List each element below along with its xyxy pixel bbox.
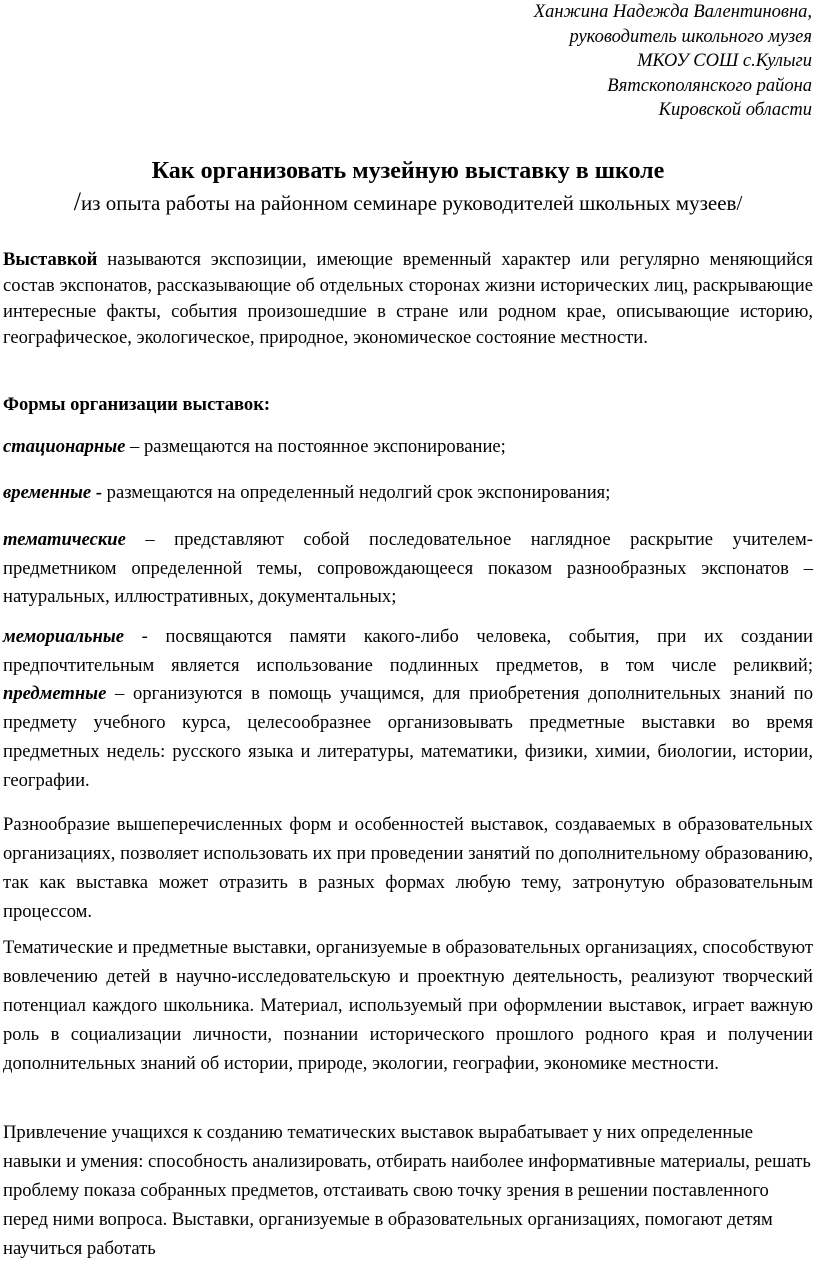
subtitle-slash-close: /: [736, 191, 743, 215]
form-description: – представляют собой последовательное наглядное раскрытие учителем-предметником определенной темы, сопровождающееся показом разнообразных экспонатов – натуральных, иллюстративных, документальных;: [3, 529, 813, 607]
form-description: – организуются в помощь учащимся, для приобретения дополнительных знаний по предмету учебного курса, целесообразнее организовывать предметные выставки во время предметных недель: русского языка и литературы, математики, физики, химии, биологии, истории, географии.: [3, 683, 813, 791]
body-paragraph: Тематические и предметные выставки, организуемые в образовательных организациях, способствуют вовлечению детей в научно-исследовательскую и проектную деятельность, реализуют творческий потенциал каждого школьника. Материал, используемый при оформлении выставок, играет важную роль в социализации личности, познании исторического прошлого родного края и получении дополнительных знаний об истории, природе, экологии, географии, экономике местности.: [3, 937, 813, 1074]
form-item-stationary: [3, 434, 813, 460]
form-description: размещаются на определенный недолгий срок экспонирования;: [102, 482, 611, 503]
author-region: Кировской области: [658, 100, 812, 120]
forms-heading: Формы организации выставок:: [3, 394, 271, 415]
intro-text: называются экспозиции, имеющие временный характер или регулярно меняющийся состав экспонатов, рассказывающие об отдельных сторонах жизни исторических лиц, раскрывающие интересные факты, события произошедшие в стране или родном крае, описывающие историю, географическое, экологическое, природное, экономическое состояние местности.: [3, 249, 813, 348]
subtitle-slash-open: /: [73, 187, 81, 216]
document-subtitle: [0, 188, 816, 217]
body-paragraph: Привлечение учащихся к созданию тематических выставок вырабатывает у них определенные навыки и умения: способность анализировать, отбирать наиболее информативные материалы, решать проблему показа собранных предметов, отстаивать свою точку зрения в решении поставленного перед ними вопроса. Выставки, организуемые в образовательных организациях, помогают детям научиться работать: [3, 1122, 811, 1259]
form-term: предметные: [3, 683, 107, 705]
intro-term: Выставкой: [3, 249, 98, 270]
author-district: Вятскополянского района: [607, 75, 812, 96]
subtitle-text: из опыта работы на районном семинаре руководителей школьных музеев: [80, 191, 737, 215]
form-item-temporary: [3, 480, 813, 506]
form-term: мемориальные: [3, 626, 125, 647]
author-block: [534, 0, 812, 123]
author-name: Ханжина Надежда Валентиновна,: [533, 2, 812, 22]
form-term: тематические: [3, 529, 126, 550]
form-description: – размещаются на постоянное экспонирование;: [125, 436, 506, 457]
document-title: Как организовать музейную выставку в школе: [151, 158, 665, 184]
form-term: временные -: [3, 482, 103, 503]
author-position: руководитель школьного музея: [569, 26, 812, 47]
form-description: - посвящаются памяти какого-либо человека, события, при их создании предпочтительным является использование подлинных предметов, в том числе реликвий;: [3, 626, 813, 676]
body-paragraph: Разнообразие вышеперечисленных форм и особенностей выставок, создаваемых в образовательных организациях, позволяет использовать их при проведении занятий по дополнительному образованию, так как выставка может отразить в разных формах любую тему, затронутую образовательным процессом.: [3, 814, 813, 922]
form-item-memorial-subject: [3, 623, 813, 795]
intro-paragraph: [3, 247, 813, 351]
form-term: стационарные: [3, 436, 126, 457]
form-item-thematic: [3, 526, 813, 612]
author-school: МКОУ СОШ с.Кулыги: [637, 51, 812, 71]
